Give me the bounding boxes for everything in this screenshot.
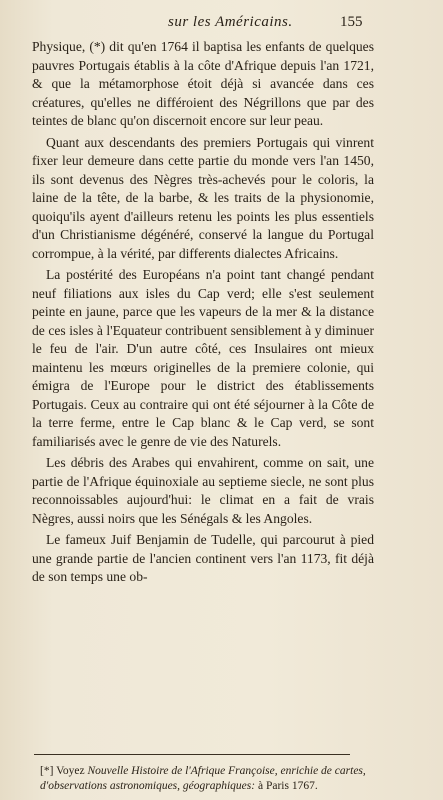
paragraph: Quant aux descendants des premiers Portugais qui vinrent fixer leur demeure dans cette partie du monde vers l'an 1450, ils sont devenus des Nègres très-achevés pour le coloris, la laine de la tête, de la barbe, & les traits de la physionomie, quoiqu'ils ayent d'ailleurs retenu les points les plus essentiels d'un Christianisme dégénéré, conservé la langue du Portugal corrompue, à la vérité, par differents dialectes Africains.: [32, 134, 374, 261]
footnote-place: à Paris 1767.: [255, 780, 318, 792]
paragraph: La postérité des Européans n'a point tant changé pendant neuf filiations aux isles du Cap verd; elle s'est seulement peinte en jaune, parce que les vapeurs de la mer & la distance de ces isles à l'Equateur contribuent sensiblement à y diminuer le feu de l'air. D'un autre côté, ces Insulaires ont mieux maintenu les mœurs originelles de la premiere colonie, qui émigra de l'Europe pour le district des établissements Portugais. Ceux au contraire qui ont été séjourner à la Côte de la terre ferme, entre le Cap blanc & le Cap verd, se sont familiarisés avec le genre de vie des Naturels.: [32, 267, 374, 449]
footnote: [40, 764, 370, 794]
footnote-title: Nouvelle Histoire de l'Afrique Françoise, enrichie de cartes, d'observations astronomiques, géographiques:: [40, 765, 366, 792]
paragraph: Physique, (*) dit qu'en 1764 il baptisa les enfants de quelques pauvres Portugais établis à la côte d'Afrique depuis l'an 1721, & que la métamorphose étoit déjà si avancée dans ces créatures, qu'elles ne différoient des Négrillons que par des teintes de blanc qu'on discernoit encore sur leur peau.: [32, 39, 374, 128]
paragraph: Le fameux Juif Benjamin de Tudelle, qui parcourut à pied une grande partie de l'ancien continent vers l'an 1173, fit déjà de son temps une ob-: [32, 532, 374, 584]
page-header: [0, 14, 443, 36]
body-text: [32, 38, 374, 590]
running-title: sur les Américains.: [168, 14, 293, 30]
footnote-marker: [*] Voyez: [40, 765, 88, 777]
paragraph: Les débris des Arabes qui envahirent, comme on sait, une partie de l'Afrique équinoxiale au septieme siecle, ne sont plus reconnoissables aujourd'hui: le climat en a fait de vrais Nègres, aussi noirs que les Sénégals & les Angoles.: [32, 455, 374, 526]
footnote-divider: [34, 754, 350, 755]
page-number: 155: [340, 14, 363, 30]
